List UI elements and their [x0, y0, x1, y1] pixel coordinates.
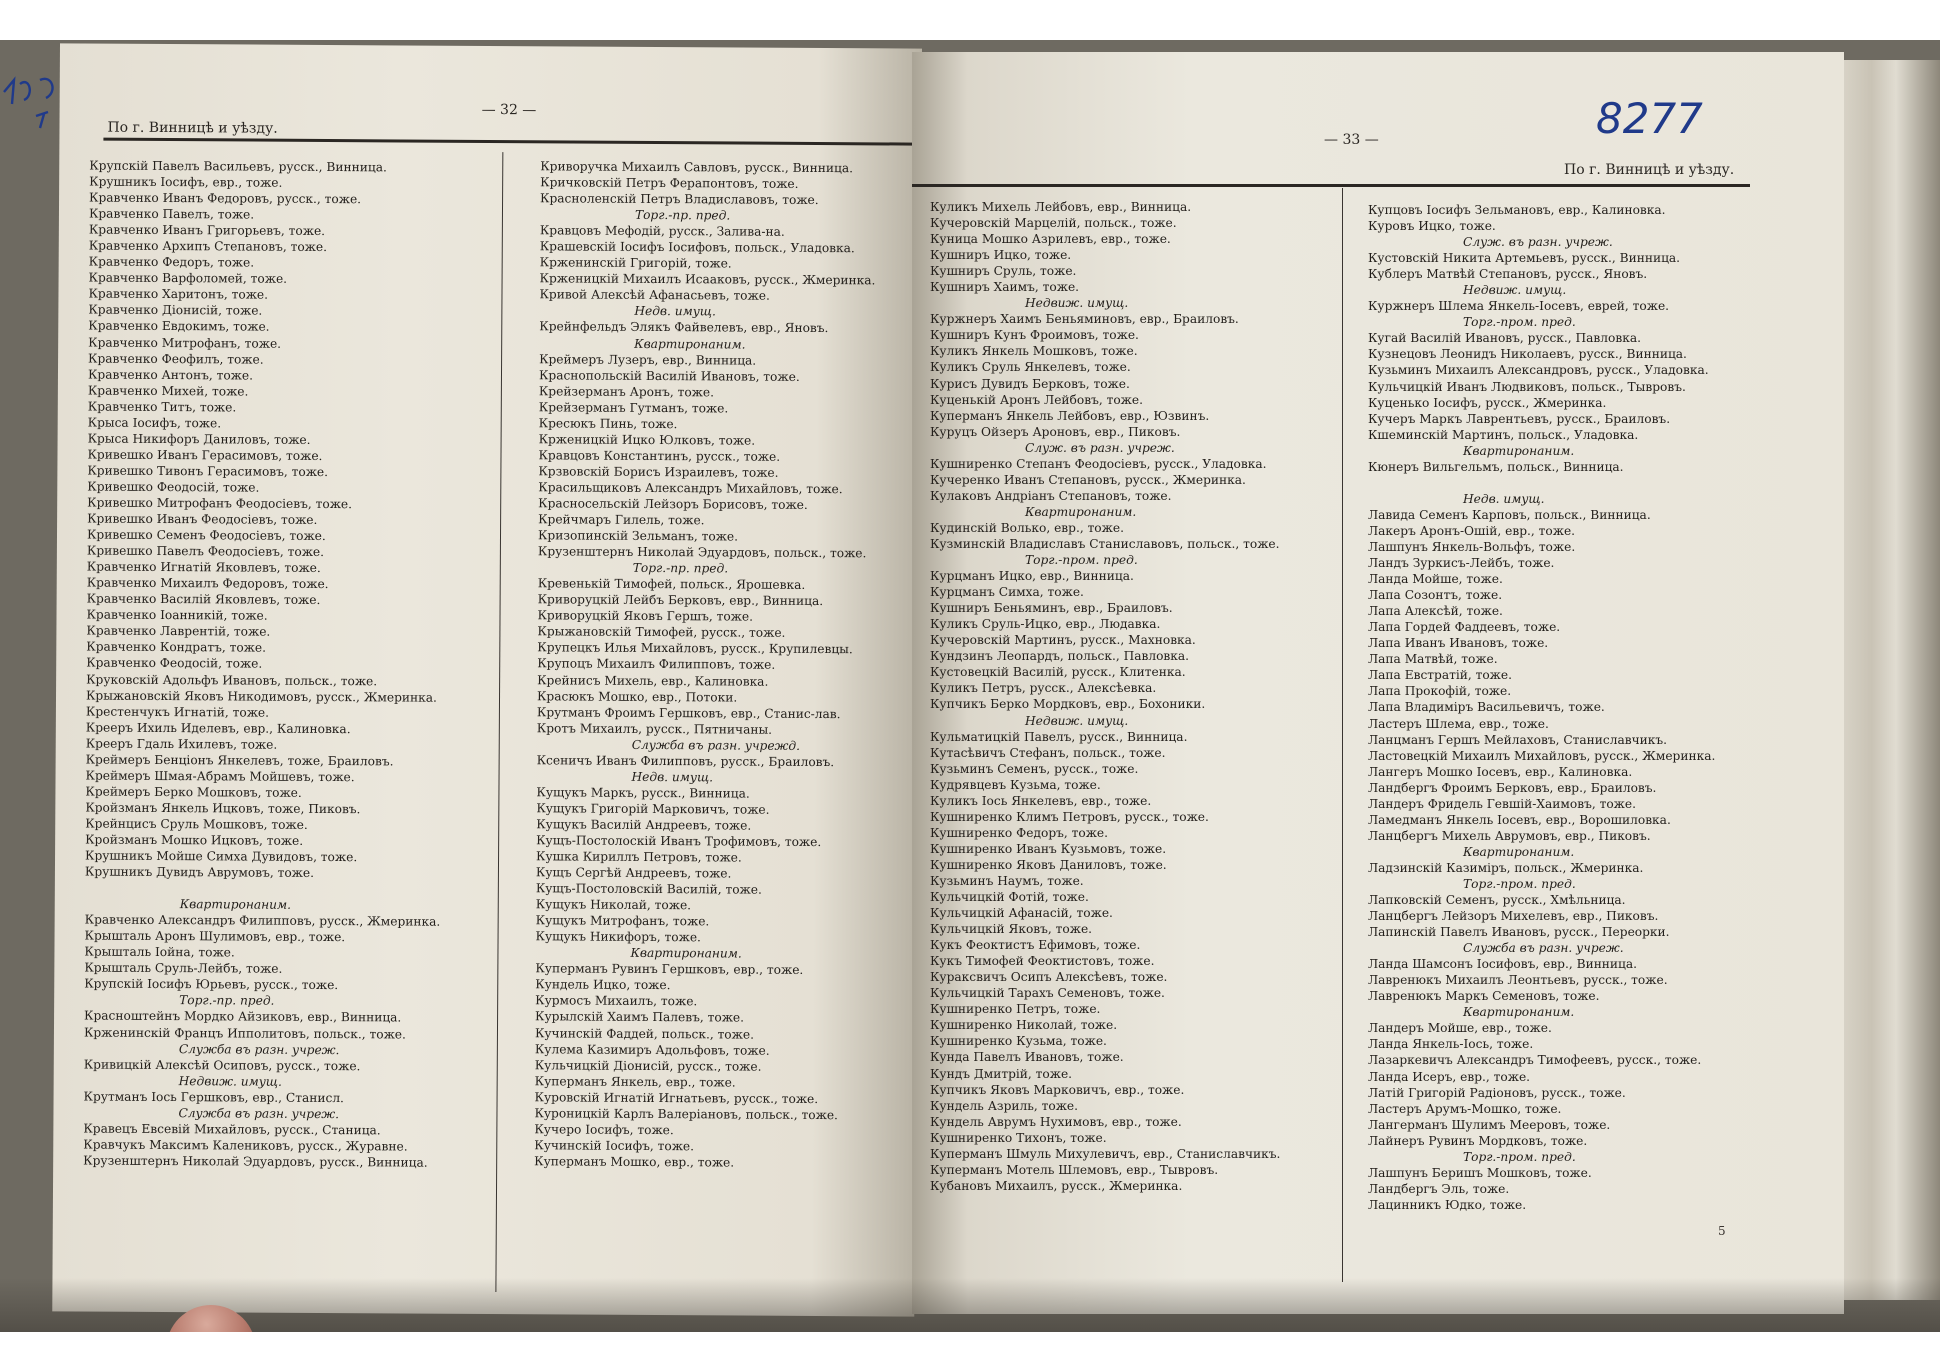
list-entry: Куперманъ Мошко, евр., тоже. — [534, 1154, 735, 1170]
list-entry: Красносельскій Лейзоръ Борисовъ, тоже. — [538, 496, 808, 512]
left-page — [52, 43, 922, 1316]
list-entry: Кушниръ Кунъ Фроимовъ, тоже. — [930, 328, 1139, 343]
list-entry: Крушникъ Дувидъ Аврумовъ, тоже. — [84, 864, 315, 880]
list-entry: Крыса Никифоръ Даниловъ, тоже. — [87, 431, 311, 447]
list-entry: Ластовецкій Михаилъ Михайловъ, русск., Жмеринка. — [1368, 748, 1716, 763]
list-entry: Кравченко Иванъ Федоровъ, русск., тоже. — [89, 190, 362, 207]
section-heading: Недвиж. имущ. — [178, 1073, 282, 1089]
list-entry: Ламедманъ Янкель Іосевъ, евр., Ворошиловка. — [1368, 812, 1671, 827]
list-entry: Куржнеръ Шлема Янкель-Іосевъ, еврей, тоже. — [1368, 299, 1670, 314]
list-entry: Крашевскій Іосифъ Іосифовъ, польск., Уладовка. — [539, 239, 855, 256]
list-entry: Креймеръ Бенціонъ Янкелевъ, тоже, Браиловъ. — [85, 752, 394, 769]
list-entry: Кривешко Феодосій, тоже. — [87, 479, 260, 495]
list-entry: Крышталь Аронъ Шулимовъ, евр., тоже. — [84, 928, 346, 945]
list-entry: Ландеръ Фридель Гевшій-Хаимовъ, тоже. — [1368, 796, 1636, 811]
list-entry: Крупскій Павелъ Васильевъ, русск., Винница. — [89, 158, 387, 175]
list-entry: Кущукъ Василій Андреевъ, тоже. — [536, 817, 752, 833]
list-entry: Кротъ Михаилъ, русск., Пятничаны. — [536, 720, 773, 737]
list-entry: Кравченко Павелъ, тоже. — [88, 206, 255, 222]
list-entry: Кравченко Феодосій, тоже. — [86, 655, 263, 672]
list-entry: Лапковскій Семенъ, русск., Хмѣльница. — [1368, 893, 1626, 908]
list-entry: Ландеръ Мойше, евр., тоже. — [1368, 1021, 1552, 1036]
list-entry: Кравченко Діонисій, тоже. — [88, 302, 263, 319]
list-entry: Кучеренко Иванъ Степановъ, русск., Жмеринка. — [930, 472, 1246, 487]
list-entry: Ланцманъ Гершъ Мейлаховъ, Станиславчикъ. — [1368, 732, 1668, 747]
list-entry: Кравцовъ Мефодій, русск., Залива-на. — [539, 223, 785, 239]
list-entry: Куроницкій Карлъ Валеріановъ, польск., тоже. — [534, 1106, 838, 1122]
spacer — [1368, 475, 1744, 491]
list-entry: Куница Мошко Азрилевъ, евр., тоже. — [930, 232, 1171, 247]
list-entry: Кравченко Александръ Филипповъ, русск., Жмеринка. — [84, 912, 441, 929]
section-heading: Служ. въ разн. учреж. — [1025, 440, 1175, 455]
list-entry: Ланда Шамсонъ Іосифовъ, евр., Винница. — [1368, 957, 1638, 972]
list-entry: Крженицкій Ицко Юлковъ, тоже. — [538, 432, 756, 448]
list-entry: Кравченко Михей, тоже. — [87, 383, 249, 399]
sheet-number: 5 — [1718, 1224, 1726, 1238]
list-entry: Кушниренко Кузьма, тоже. — [930, 1034, 1107, 1049]
list-entry: Кундель Аврумъ Нухимовъ, евр., тоже. — [930, 1114, 1182, 1129]
list-entry: Кравченко Федоръ, тоже. — [88, 254, 255, 270]
list-entry: Лапа Евстратій, тоже. — [1368, 668, 1512, 683]
list-entry: Крутманъ Іось Гершковъ, евр., Станисл. — [83, 1089, 345, 1105]
list-entry: Кушниренко Федоръ, тоже. — [930, 825, 1108, 840]
list-entry: Кундзинъ Леопардъ, польск., Павловка. — [930, 649, 1190, 664]
list-entry: Кулаковъ Андріанъ Степановъ, тоже. — [930, 488, 1172, 503]
right-page-number: — 33 — — [1324, 132, 1379, 148]
left-column-2 — [534, 158, 916, 1171]
list-entry: Кушниренко Иванъ Кузьмовъ, тоже. — [930, 841, 1167, 856]
section-heading: Квартиронаним. — [1463, 1005, 1575, 1020]
list-entry: Кравченко Варфоломей, тоже. — [88, 270, 288, 287]
list-entry: Кривешко Иванъ Феодосіевъ, тоже. — [87, 511, 318, 527]
list-entry: Кушниренко Тихонъ, тоже. — [930, 1130, 1107, 1145]
list-entry: Кущъ-Постолоскій Иванъ Трофимовъ, тоже. — [536, 833, 822, 850]
list-entry: Кублеръ Матвѣй Степановъ, русск., Яновъ. — [1368, 267, 1648, 282]
list-entry: Кукъ Тимофей Феоктистовъ, тоже. — [930, 954, 1155, 969]
list-entry: Кушка Кириллъ Петровъ, тоже. — [536, 849, 742, 865]
right-running-header: По г. Винницѣ и уѣзду. — [1564, 162, 1735, 178]
list-entry: Красноштейнъ Мордко Айзиковъ, евр., Винница. — [84, 1009, 402, 1025]
list-entry: Кравецъ Евсевій Михайловъ, русск., Станица. — [83, 1121, 381, 1138]
list-entry: Кундъ Дмитрій, тоже. — [930, 1066, 1073, 1081]
list-entry: Круковскій Адольфъ Ивановъ, польск., тоже. — [86, 672, 378, 688]
list-entry: Лапа Прокофій, тоже. — [1368, 684, 1512, 699]
list-entry: Крейнцисъ Сруль Мошковъ, тоже. — [85, 816, 308, 832]
list-entry: Куликъ Михель Лейбовъ, евр., Винница. — [930, 200, 1192, 214]
list-entry: Лашпунъ Янкель-Вольфъ, тоже. — [1368, 539, 1576, 554]
list-entry: Кравчукъ Максимъ Калениковъ, русск., Журавне. — [83, 1137, 408, 1154]
list-entry: Креймеръ Шмая-Абрамъ Мойшевъ, тоже. — [85, 768, 355, 784]
list-entry: Кушниръ Ицко, тоже. — [930, 248, 1072, 263]
list-entry: Кучеровскій Марцелій, польск., тоже. — [930, 216, 1177, 231]
list-entry: Кравченко Архипъ Степановъ, тоже. — [88, 238, 328, 255]
list-entry: Куровъ Ицко, тоже. — [1368, 219, 1496, 234]
list-entry: Кульчицкій Тарахъ Семеновъ, тоже. — [930, 986, 1165, 1001]
list-entry: Ланда Исеръ, евр., тоже. — [1368, 1069, 1531, 1084]
section-heading: Недв. имущ. — [1463, 491, 1545, 506]
list-entry: Лангеръ Мошко Іосевъ, евр., Калиновка. — [1368, 764, 1633, 779]
list-entry: Куценько Іосифъ, русск., Жмеринка. — [1368, 395, 1607, 410]
list-entry: Кравченко Василій Яковлевъ, тоже. — [86, 591, 321, 608]
list-entry: Кучеровскій Мартинъ, русск., Махновка. — [930, 633, 1196, 648]
list-entry: Кривешко Тивонъ Герасимовъ, тоже. — [87, 463, 329, 479]
section-heading: Недв. имущ. — [631, 769, 714, 785]
list-entry: Кревенькій Тимофей, польск., Ярошевка. — [537, 576, 806, 593]
list-entry: Ландъ Зуркисъ-Лейбъ, тоже. — [1368, 556, 1555, 571]
list-entry: Крупоцъ Михаилъ Филипповъ, тоже. — [537, 656, 776, 673]
list-entry: Кучинскій Фаддей, польск., тоже. — [534, 1025, 755, 1042]
list-entry: Курисъ Дувидъ Берковъ, тоже. — [930, 376, 1130, 391]
list-entry: Лашпунъ Беришъ Мошковъ, тоже. — [1368, 1165, 1592, 1180]
left-running-header: По г. Винницѣ и уѣзду. — [107, 119, 278, 137]
list-entry: Крженинскій Францъ Ипполитовъ, польск., тоже. — [83, 1025, 406, 1042]
list-entry: Ландбергъ Эль, тоже. — [1368, 1181, 1510, 1196]
list-entry: Кучеръ Маркъ Лаврентьевъ, русск., Браиловъ. — [1368, 411, 1671, 426]
left-page-number: — 32 — — [481, 101, 537, 119]
left-column-1 — [83, 158, 499, 1171]
list-entry: Лазаркевичъ Александръ Тимофеевъ, русск., тоже. — [1368, 1053, 1702, 1068]
list-entry: Кравченко Игнатій Яковлевъ, тоже. — [86, 559, 321, 576]
section-heading: Квартиронаним. — [1463, 844, 1575, 859]
section-heading: Квартиронаним. — [1025, 504, 1137, 519]
list-entry: Купчикъ Берко Мордковъ, евр., Бохоники. — [930, 697, 1206, 712]
list-entry: Кузнецовъ Леонидъ Николаевъ, русск., Винница. — [1368, 347, 1687, 362]
list-entry: Кравченко Иванъ Григорьевъ, тоже. — [88, 222, 326, 239]
list-entry: Куржнеръ Хаимъ Беньяминовъ, евр., Браиловъ. — [930, 312, 1239, 327]
list-entry: Кущукъ Григорій Марковичъ, тоже. — [536, 801, 770, 817]
book-photo — [0, 40, 1940, 1332]
section-heading: Недвиж. имущ. — [1025, 713, 1129, 728]
list-entry: Кравченко Лаврентій, тоже. — [86, 623, 271, 640]
list-entry: Ксеничъ Иванъ Филипповъ, русск., Браиловъ. — [536, 753, 835, 769]
list-entry: Кустовецкій Василій, русск., Клитенка. — [930, 665, 1186, 680]
list-entry: Куликъ Іось Янкелевъ, евр., тоже. — [930, 793, 1152, 808]
list-entry: Лавренюкъ Михаилъ Леонтьевъ, русск., тоже. — [1368, 973, 1668, 988]
list-entry: Кравченко Іоанникій, тоже. — [86, 607, 268, 623]
list-entry: Красильщиковъ Александръ Михайловъ, тоже. — [538, 480, 843, 497]
list-entry: Куперманъ Янкель Лейбовъ, евр., Юзвинъ. — [930, 408, 1210, 423]
list-entry: Кройзманъ Янкель Ицковъ, тоже, Пиковъ. — [85, 800, 361, 817]
list-entry: Кравченко Митрофанъ, тоже. — [88, 335, 282, 351]
list-entry: Кучинскій Іосифъ, тоже. — [534, 1138, 695, 1154]
list-entry: Крушникъ Мойше Симха Дувидовъ, тоже. — [85, 848, 358, 865]
list-entry: Купцовъ Іосифъ Зельмановъ, евр., Калиновка. — [1368, 203, 1666, 217]
list-entry: Кушниръ Сруль, тоже. — [930, 264, 1077, 279]
list-entry: Кульчицкій Фотій, тоже. — [930, 890, 1089, 905]
list-entry: Куликъ Петръ, русск., Алексѣевка. — [930, 681, 1157, 696]
bottom-shadow — [0, 1278, 1940, 1332]
section-heading: Квартиронаним. — [634, 336, 746, 352]
list-entry: Кравченко Феофилъ, тоже. — [88, 351, 264, 367]
list-entry: Кураксвичъ Осипъ Алексѣевъ, тоже. — [930, 970, 1168, 985]
list-entry: Крушникъ Іосифъ, евр., тоже. — [89, 174, 283, 190]
list-entry: Лайнеръ Рувинъ Мордковъ, тоже. — [1368, 1133, 1588, 1148]
list-entry: Кройзманъ Мошко Ицковъ, тоже. — [85, 832, 304, 848]
list-entry: Кущъ Сергѣй Андреевъ, тоже. — [535, 865, 732, 881]
list-entry: Крышталь Іойна, тоже. — [84, 944, 235, 960]
list-entry: Крыжановскій Яковъ Никодимовъ, русск., Жмеринка. — [85, 688, 438, 705]
list-entry: Кустовскій Никита Артемьевъ, русск., Винница. — [1368, 251, 1681, 266]
section-heading: Недвиж. имущ. — [1463, 283, 1567, 298]
list-entry: Кучеро Іосифъ, тоже. — [534, 1122, 674, 1137]
list-entry: Кривешко Павелъ Феодосіевъ, тоже. — [86, 543, 325, 560]
list-entry: Кугай Василій Ивановъ, русск., Павловка. — [1368, 331, 1641, 346]
right-header-rule — [912, 184, 1750, 187]
handwritten-inventory-number: 8277 — [1596, 94, 1703, 143]
list-entry: Крзвовскій Борисъ Израилевъ, тоже. — [538, 464, 779, 480]
list-entry: Лапинскій Павелъ Ивановъ, русск., Переорки. — [1368, 925, 1670, 940]
list-entry: Кунда Павелъ Ивановъ, тоже. — [930, 1050, 1124, 1065]
list-entry: Лакеръ Аронъ-Ошій, евр., тоже. — [1368, 523, 1576, 538]
list-entry: Крупскій Іосифъ Юрьевъ, русск., тоже. — [84, 976, 339, 993]
list-entry: Ладзинскій Казиміръ, польск., Жмеринка. — [1368, 860, 1644, 875]
list-entry: Куперманъ Рувинъ Гершковъ, евр., тоже. — [535, 961, 804, 978]
list-entry: Кравченко Титъ, тоже. — [87, 399, 237, 415]
list-entry: Кривешко Митрофанъ Феодосіевъ, тоже. — [87, 495, 353, 512]
list-entry: Крейнфельдъ Элякъ Файвелевъ, евр., Яновъ. — [539, 319, 829, 336]
list-entry: Красюкъ Мошко, евр., Потоки. — [536, 688, 738, 705]
list-entry: Криворуцкій Яковъ Гершъ, тоже. — [537, 608, 754, 624]
list-entry: Крженинскій Григорій, тоже. — [539, 255, 732, 271]
list-entry: Крейзерманъ Аронъ, тоже. — [538, 383, 715, 400]
list-entry: Кричковскій Петръ Ферапонтовъ, тоже. — [540, 175, 799, 191]
list-entry: Кульчицкій Иванъ Людвиковъ, польск., Тывровъ. — [1368, 379, 1686, 394]
list-entry: Купчикъ Яковъ Марковичъ, евр., тоже. — [930, 1082, 1185, 1097]
section-heading: Служба въ разн. учреж. — [178, 1041, 340, 1057]
list-entry: Куценькій Аронъ Лейбовъ, тоже. — [930, 392, 1143, 407]
list-entry: Лапа Владиміръ Васильевичъ, тоже. — [1368, 700, 1605, 715]
list-entry: Кравченко Кондратъ, тоже. — [86, 639, 267, 656]
list-entry: Криворуцкій Лейбъ Берковъ, евр., Винница. — [537, 592, 824, 609]
list-entry: Кундель Азриль, тоже. — [930, 1098, 1078, 1113]
list-entry: Кресюкъ Пинь, тоже. — [538, 416, 678, 431]
list-entry: Кулема Казимиръ Адольфовъ, тоже. — [534, 1041, 770, 1058]
section-heading: Служба въ разн. учреж. — [178, 1105, 340, 1121]
list-entry: Кузминскій Владиславъ Станиславовъ, польск., тоже. — [930, 536, 1280, 551]
list-entry: Кушниръ Беньяминъ, евр., Браиловъ. — [930, 601, 1173, 616]
list-entry: Кушниренко Степанъ Феодосіевъ, русск., Уладовка. — [930, 456, 1267, 471]
section-heading: Недвиж. имущ. — [1025, 296, 1129, 311]
list-entry: Крутманъ Фроимъ Гершковъ, евр., Станис-лав. — [536, 704, 841, 721]
section-heading: Торг.-пр. пред. — [179, 993, 275, 1009]
list-entry: Лацинникъ Юдко, тоже. — [1368, 1197, 1527, 1212]
list-entry: Крыжановскій Тимофей, русск., тоже. — [537, 624, 786, 641]
list-entry: Ластеръ Шлема, евр., тоже. — [1368, 716, 1549, 731]
list-entry: Кривешко Семенъ Феодосіевъ, тоже. — [86, 527, 326, 544]
list-entry: Кульчицкій Яковъ, тоже. — [930, 922, 1093, 937]
list-entry: Крупецкъ Илья Михайловъ, русск., Крупилевцы. — [537, 640, 853, 657]
list-entry: Крузенштернъ Николай Эдуардовъ, русск., Винница. — [83, 1153, 428, 1170]
list-entry: Лапа Созонтъ, тоже. — [1368, 588, 1503, 603]
list-entry: Курцманъ Симха, тоже. — [930, 585, 1084, 600]
list-entry: Куликъ Янкель Мошковъ, тоже. — [930, 344, 1138, 359]
list-entry: Кризопинскій Зельманъ, тоже. — [537, 528, 739, 544]
list-entry: Кушниръ Хаимъ, тоже. — [930, 280, 1080, 295]
handwritten-margin-mark — [0, 62, 70, 142]
list-entry: Кушниренко Яковъ Даниловъ, тоже. — [930, 857, 1167, 872]
list-entry: Кривой Алексѣй Афанасьевъ, тоже. — [539, 287, 770, 304]
right-page — [912, 52, 1844, 1314]
list-entry: Кравченко Антонъ, тоже. — [87, 367, 254, 383]
list-entry: Курмосъ Михаилъ, тоже. — [535, 993, 698, 1009]
list-entry: Крузенштернъ Николай Эдуардовъ, польск., тоже. — [537, 544, 867, 561]
list-entry: Кшеминскій Мартинъ, польск., Уладовка. — [1368, 427, 1639, 442]
section-heading: Торг.-пр. пред. — [634, 208, 731, 223]
list-entry: Лавида Семенъ Карповъ, польск., Винница. — [1368, 507, 1651, 522]
section-heading: Служба въ разн. учрежд. — [631, 737, 801, 753]
section-heading: Служ. въ разн. учреж. — [1463, 235, 1613, 250]
list-entry: Кривицкій Алексѣй Осиповъ, русск., тоже. — [83, 1057, 361, 1073]
list-entry: Кравченко Евдокимъ, тоже. — [88, 319, 270, 335]
list-entry: Кудрявцевъ Кузьма, тоже. — [930, 777, 1101, 792]
list-entry: Кушниренко Николай, тоже. — [930, 1018, 1118, 1033]
list-entry: Кущъ-Постоловскій Василій, тоже. — [535, 881, 762, 897]
right-column-2 — [1368, 202, 1744, 1213]
page-edges — [1842, 60, 1940, 1300]
list-entry: Кущукъ Никифоръ, тоже. — [535, 929, 702, 945]
list-entry: Ланцбергъ Лейзоръ Михелевъ, евр., Пиковъ. — [1368, 909, 1659, 924]
list-entry: Кульчицкій Діонисій, русск., тоже. — [534, 1057, 762, 1074]
list-entry: Курцманъ Ицко, евр., Винница. — [930, 569, 1134, 584]
section-heading: Торг.-пром. пред. — [1025, 553, 1138, 568]
list-entry: Краснопольскій Василій Ивановъ, тоже. — [538, 367, 800, 384]
list-entry: Кривешко Иванъ Герасимовъ, тоже. — [87, 447, 323, 463]
list-entry: Ластеръ Арумъ-Мошко, тоже. — [1368, 1101, 1562, 1116]
section-heading: Квартиронаним. — [630, 946, 742, 961]
list-entry: Кравцовъ Константинъ, русск., тоже. — [538, 448, 781, 464]
list-entry: Кузьминъ Михаилъ Александровъ, русск., Уладовка. — [1368, 363, 1709, 378]
list-entry: Крейчмаръ Гилель, тоже. — [538, 512, 705, 528]
section-heading: Торг.-пром. пред. — [1463, 876, 1576, 891]
list-entry: Крейзерманъ Гутманъ, тоже. — [538, 400, 729, 416]
list-entry: Кундель Ицко, тоже. — [535, 977, 671, 993]
list-entry: Криворучка Михаилъ Савловъ, русск., Винница. — [540, 159, 854, 176]
list-entry: Крестенчукъ Игнатій, тоже. — [85, 704, 270, 720]
section-heading: Торг.-пр. пред. — [632, 561, 729, 576]
list-entry: Кущукъ Митрофанъ, тоже. — [535, 913, 710, 929]
list-entry: Кузьминъ Наумъ, тоже. — [930, 873, 1084, 888]
list-entry: Кушниренко Петръ, тоже. — [930, 1002, 1101, 1017]
list-entry: Куликъ Сруль Янкелевъ, тоже. — [930, 360, 1131, 375]
list-entry: Куперманъ Мотель Шлемовъ, евр., Тывровъ. — [930, 1162, 1219, 1177]
list-entry: Крееръ Гдаль Ихилевъ, тоже. — [85, 736, 278, 752]
list-entry: Кущукъ Маркъ, русск., Винница. — [536, 785, 750, 801]
list-entry: Крженицкій Михаилъ Исааковъ, русск., Жмеринка. — [539, 271, 876, 288]
list-entry: Кубановъ Михаилъ, русск., Жмеринка. — [930, 1178, 1183, 1193]
list-entry: Крыса Іосифъ, тоже. — [87, 415, 222, 431]
list-entry: Ланцбергъ Михель Аврумовъ, евр., Пиковъ. — [1368, 828, 1651, 843]
list-entry: Кущукъ Николай, тоже. — [535, 897, 692, 913]
list-entry: Кюнеръ Вильгельмъ, польск., Винница. — [1368, 459, 1624, 474]
list-entry: Ланда Янкель-Іось, тоже. — [1368, 1037, 1534, 1052]
left-header-rule — [103, 138, 915, 146]
section-heading: Квартиронаним. — [1463, 443, 1575, 458]
list-entry: Кушниренко Климъ Петровъ, русск., тоже. — [930, 809, 1209, 824]
list-entry: Ланда Мойше, тоже. — [1368, 572, 1503, 587]
list-entry: Куперманъ Янкель, евр., тоже. — [534, 1073, 736, 1090]
list-entry: Крейнисъ Михель, евр., Калиновка. — [537, 672, 769, 689]
list-entry: Кульматицкій Павелъ, русск., Винница. — [930, 729, 1188, 744]
list-entry: Куруцъ Ойзеръ Ароновъ, евр., Пиковъ. — [930, 424, 1181, 439]
list-entry: Лапа Алексѣй, тоже. — [1368, 604, 1503, 619]
list-entry: Креймеръ Лузеръ, евр., Винница. — [539, 351, 757, 368]
list-entry: Кутасѣвичъ Стефанъ, польск., тоже. — [930, 745, 1166, 760]
list-entry: Лангерманъ Шулимъ Мееровъ, тоже. — [1368, 1117, 1611, 1132]
list-entry: Ландбергъ Фроимъ Берковъ, евр., Браиловъ. — [1368, 780, 1657, 795]
right-column-1 — [930, 199, 1340, 1194]
list-entry: Куликъ Сруль-Ицко, евр., Людавка. — [930, 617, 1161, 632]
section-heading: Служба въ разн. учреж. — [1463, 941, 1624, 956]
list-entry: Кузьминъ Семенъ, русск., тоже. — [930, 761, 1139, 776]
list-entry: Красноленскій Петръ Владиславовъ, тоже. — [540, 191, 819, 208]
list-entry: Латій Григорій Радіоновъ, русск., тоже. — [1368, 1085, 1626, 1100]
list-entry: Крышталь Сруль-Лейбъ, тоже. — [84, 960, 283, 977]
list-entry: Лапа Иванъ Ивановъ, тоже. — [1368, 636, 1549, 651]
list-entry: Лапа Гордей Фаддеевъ, тоже. — [1368, 620, 1561, 635]
list-entry: Кульчицкій Афанасій, тоже. — [930, 906, 1113, 921]
list-entry: Кравченко Харитонъ, тоже. — [88, 286, 269, 303]
list-entry: Кукъ Феоктистъ Ефимовъ, тоже. — [930, 938, 1141, 953]
list-entry: Лапа Матвѣй, тоже. — [1368, 652, 1498, 667]
list-entry: Куровскій Игнатій Игнатьевъ, русск., тоже. — [534, 1090, 819, 1106]
list-entry: Крееръ Ихиль Иделевъ, евр., Калиновка. — [85, 720, 351, 736]
section-heading: Торг.-пром. пред. — [1463, 315, 1576, 330]
section-heading: Недв. имущ. — [634, 304, 716, 319]
list-entry: Кравченко Михаилъ Федоровъ, тоже. — [86, 575, 329, 592]
right-column-divider — [1342, 188, 1343, 1282]
list-entry: Курылскій Хаимъ Палевъ, тоже. — [535, 1009, 745, 1026]
section-heading: Торг.-пром. пред. — [1463, 1149, 1576, 1164]
list-entry: Кудинскій Волько, евр., тоже. — [930, 520, 1124, 535]
list-entry: Куперманъ Шмуль Михулевичъ, евр., Станиславчикъ. — [930, 1146, 1281, 1161]
list-entry: Креймеръ Берко Мошковъ, тоже. — [85, 784, 302, 800]
section-heading: Квартиронаним. — [179, 897, 292, 912]
list-entry: Лавренюкъ Маркъ Семеновъ, тоже. — [1368, 989, 1600, 1004]
